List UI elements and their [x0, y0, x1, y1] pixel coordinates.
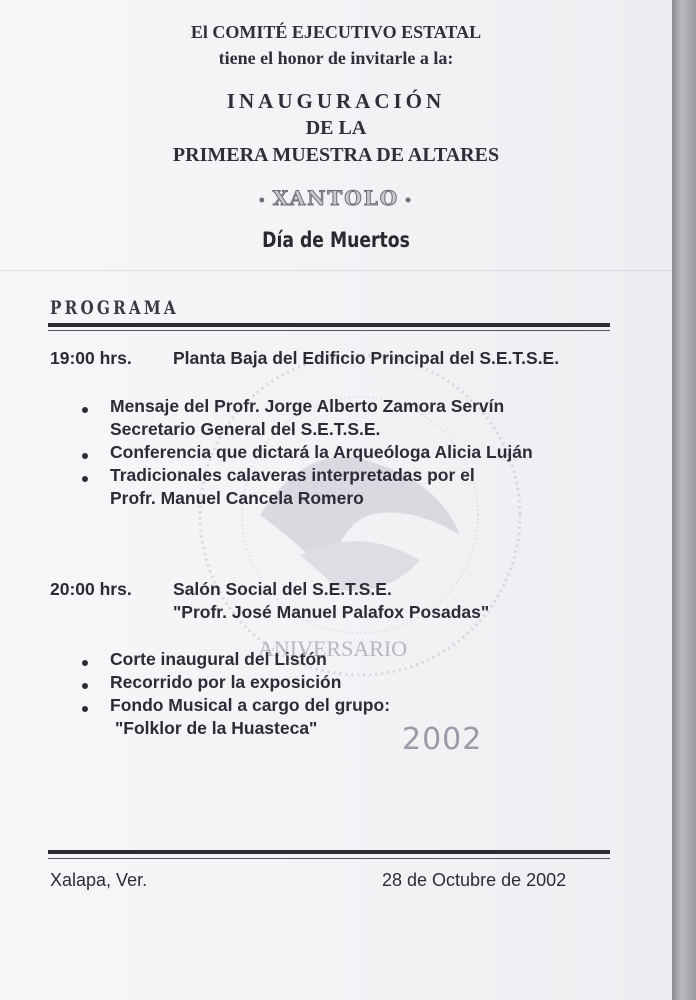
- bullet-icon: [82, 453, 88, 459]
- seal-year: 2002: [402, 722, 483, 757]
- event-title: INAUGURACIÓN: [226, 89, 446, 113]
- session1-item: Tradicionales calaveras interpretadas por el: [110, 465, 475, 485]
- seal-text: ANIVERSARIO: [258, 636, 408, 661]
- bullet-icon: [82, 660, 88, 666]
- session2-item: Fondo Musical a cargo del grupo:: [110, 695, 391, 715]
- committee-heading: El COMITÉ EJECUTIVO ESTATAL: [190, 22, 482, 42]
- programa-heading: PROGRAMA: [50, 297, 179, 319]
- event-title-de-la: DE LA: [305, 117, 367, 139]
- bullet-icon: [82, 683, 88, 689]
- day-of-dead-title: Día de Muertos: [262, 228, 410, 252]
- session2-location-name: "Profr. José Manuel Palafox Posadas": [173, 602, 490, 622]
- invitation-line: tiene el honor de invitarle a la:: [218, 48, 454, 68]
- session2-item: "Folklor de la Huasteca": [115, 718, 318, 738]
- event-subtitle: PRIMERA MUESTRA DE ALTARES: [172, 144, 500, 166]
- session1-item: Mensaje del Profr. Jorge Alberto Zamora Servín: [110, 396, 505, 416]
- bullet-icon: [82, 706, 88, 712]
- footer-place: Xalapa, Ver.: [50, 870, 148, 890]
- divider-bottom-thin: [48, 858, 610, 859]
- fold-line: [0, 270, 672, 271]
- session1-location: Planta Baja del Edificio Principal del S.E.T.S.E.: [173, 348, 560, 368]
- session2-item: Corte inaugural del Listón: [110, 649, 327, 669]
- divider-top-thick: [48, 323, 610, 327]
- bullet-icon: [82, 407, 88, 413]
- session1-item: Conferencia que dictará la Arqueóloga Alicia Luján: [110, 442, 533, 462]
- session1-time: 19:00 hrs.: [50, 348, 132, 368]
- footer-date: 28 de Octubre de 2002: [382, 870, 567, 890]
- session2-time: 20:00 hrs.: [50, 579, 132, 599]
- session2-item: Recorrido por la exposición: [110, 672, 342, 692]
- divider-top-thin: [48, 330, 610, 331]
- session2-location: Salón Social del S.E.T.S.E.: [173, 579, 392, 599]
- xantolo-logo: • XANTOLO •: [257, 186, 415, 210]
- session1-item: Secretario General del S.E.T.S.E.: [110, 419, 381, 439]
- xantolo-text: XANTOLO: [272, 186, 400, 210]
- divider-bottom-thick: [48, 850, 610, 854]
- page-edge: [672, 0, 696, 1000]
- bullet-icon: [82, 476, 88, 482]
- session1-item: Profr. Manuel Cancela Romero: [110, 488, 364, 508]
